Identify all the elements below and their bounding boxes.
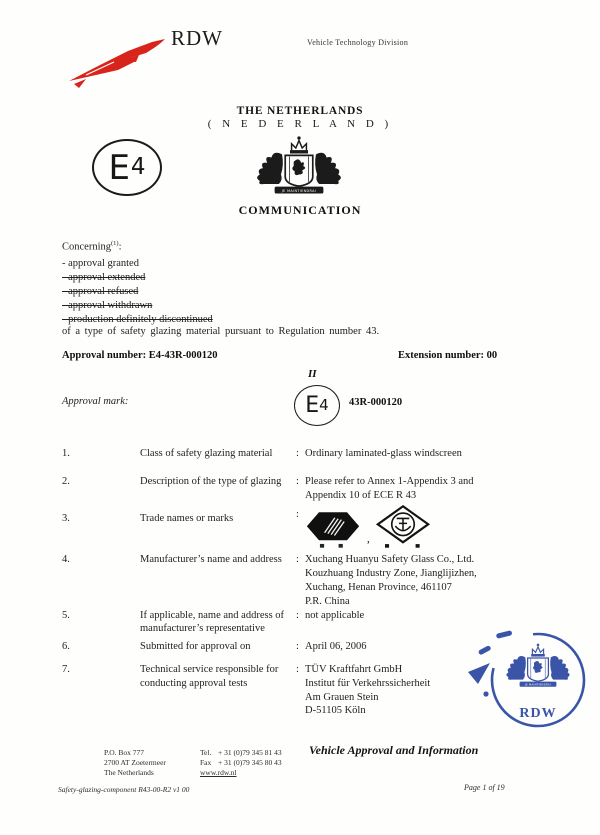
- e-mark-letter: E: [305, 392, 320, 418]
- table-row: [62, 553, 567, 608]
- e4-approval-mark-small: [294, 385, 340, 426]
- footer-contact: [200, 748, 282, 778]
- item-value: : April 06, 2006: [296, 641, 367, 653]
- table-row: [62, 475, 567, 503]
- e-mark-number: 4: [319, 396, 329, 414]
- document-reference: Safety-glazing-component R43-00-R2 v1 00: [58, 785, 190, 794]
- footer-address: P.O. Box 777 2700 AT Zoetermeer The Netherlands: [104, 748, 166, 777]
- document-type-title: COMMUNICATION: [238, 203, 362, 217]
- item-label: Class of safety glazing material: [140, 448, 273, 459]
- option-approval-withdrawn: - approval withdrawn: [62, 300, 153, 311]
- option-approval-refused: - approval refused: [62, 286, 139, 297]
- e4-approval-mark-badge: [92, 139, 162, 196]
- trade-marks-value: [296, 509, 567, 550]
- item-number: 4.: [62, 554, 70, 566]
- e-mark-letter: E: [108, 147, 130, 188]
- e-mark-number: 4: [130, 154, 146, 180]
- item-value: : not applicable: [296, 609, 365, 621]
- approval-mark-class: II: [308, 368, 317, 380]
- website-link: www.rdw.nl: [200, 768, 237, 777]
- country-title: THE NETHERLANDS: [236, 105, 364, 117]
- item-label: Description of the type of glazing: [140, 475, 282, 487]
- rdw-official-stamp: [466, 628, 598, 734]
- tel-label: Tel.: [200, 748, 212, 757]
- motto-text: JE MAINTIENDRAI: [281, 189, 317, 194]
- item-number: 1.: [62, 448, 70, 459]
- item-value: : TÜV Kraftfahrt GmbH Institut für Verkehrssicherheit Am Grauen Stein D-51105 Köln: [296, 663, 431, 717]
- extension-number: Extension number: 00: [398, 350, 498, 361]
- item-label: Manufacturer’s name and address: [140, 554, 282, 566]
- item-label: Trade names or marks: [140, 513, 234, 525]
- item-label: If applicable, name and address of manufacturer’s representative: [140, 609, 285, 635]
- fax-label: Fax: [200, 758, 212, 767]
- rdw-swoosh-logo-icon: [66, 34, 168, 90]
- footnote-ref: (1): [111, 240, 119, 247]
- huanyu-diamond-circle-mark-icon: [376, 504, 430, 550]
- approval-mark-label: Approval mark:: [62, 396, 129, 407]
- option-approval-extended: - approval extended: [62, 272, 146, 283]
- department-name: Vehicle Approval and Information: [309, 743, 479, 757]
- approval-number: Approval number: E4-43R-000120: [62, 350, 218, 361]
- approval-mark-number: 43R-000120: [349, 397, 403, 408]
- item-number: 3.: [62, 513, 70, 525]
- item-value: : Xuchang Huanyu Safety Glass Co., Ltd. Kouzhuang Industry Zone, Jianglijizhen, Xuchang, Henan Province, 461107 P.R. China: [296, 554, 477, 607]
- coat-of-arms-icon: [246, 134, 352, 198]
- option-production-discontinued: - production definitely discontinued: [62, 314, 213, 325]
- rdw-logo-text: RDW: [171, 26, 223, 50]
- country-title-native: ( N E D E R L A N D ): [207, 118, 393, 130]
- table-row: [62, 509, 567, 550]
- item-label: Submitted for approval on: [140, 641, 251, 653]
- fax-number: + 31 (0)79 345 80 43: [218, 758, 282, 767]
- division-title: Vehicle Technology Division: [307, 38, 409, 47]
- item-label: Technical service responsible for conducting approval tests: [140, 663, 279, 689]
- concerning-heading: [62, 240, 122, 253]
- subject-line: of a type of safety glazing material pursuant to Regulation number 43.: [62, 326, 380, 337]
- item-number: 7.: [62, 663, 70, 675]
- concerning-options-list: [62, 257, 213, 327]
- concerning-label: Concerning: [62, 241, 111, 253]
- item-number: 2.: [62, 475, 70, 487]
- page-number: Page 1 of 19: [464, 783, 505, 792]
- item-colon: :: [296, 509, 299, 521]
- item-value: : Please refer to Annex 1-Appendix 3 and Appendix 10 of ECE R 43: [296, 475, 474, 501]
- stamp-rdw-text: RDW: [519, 706, 557, 721]
- trademark-separator: ,: [366, 531, 370, 546]
- option-approval-granted: - approval granted: [62, 258, 139, 269]
- tel-number: + 31 (0)79 345 81 43: [218, 748, 282, 757]
- item-number: 6.: [62, 641, 70, 653]
- table-row: [62, 447, 567, 461]
- concerning-colon: :: [118, 241, 122, 253]
- item-number: 5.: [62, 609, 70, 621]
- stamp-motto-text: JE MAINTIENDRAI: [525, 683, 551, 687]
- item-value: : Ordinary laminated-glass windscreen: [296, 448, 462, 459]
- huanyu-hexagon-mark-icon: [305, 508, 361, 550]
